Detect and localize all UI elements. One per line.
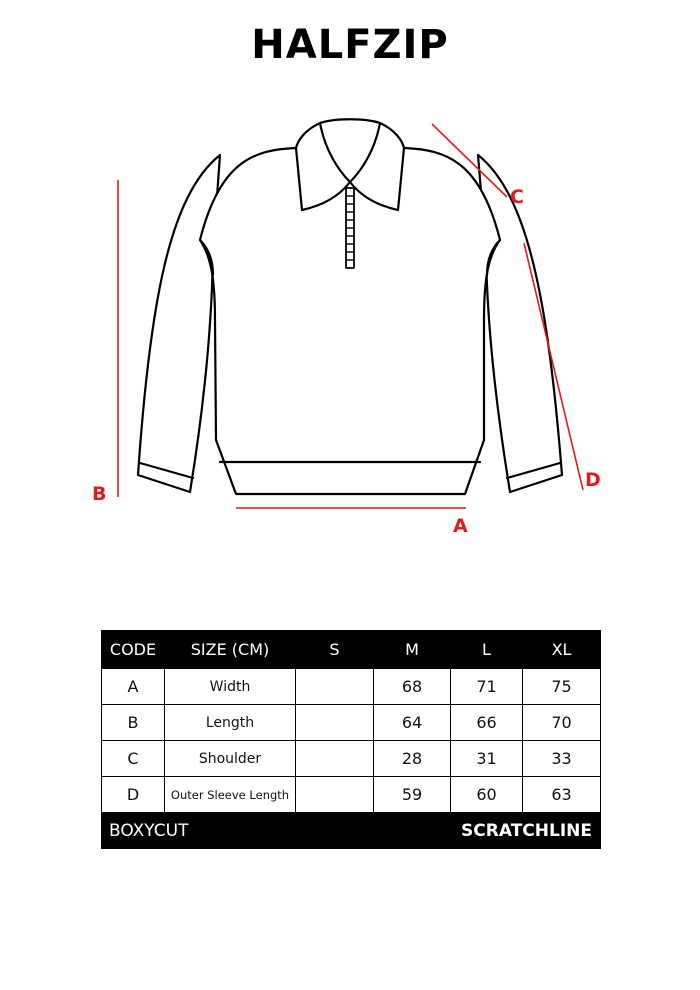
- header-m: M: [374, 631, 451, 669]
- row-m: 64: [374, 705, 451, 741]
- size-chart: [101, 630, 600, 849]
- row-m: 68: [374, 669, 451, 705]
- row-xl: 75: [523, 669, 601, 705]
- row-name: Outer Sleeve Length: [165, 777, 296, 813]
- dimension-label-a: A: [453, 515, 468, 537]
- row-l: 31: [451, 741, 523, 777]
- table-row: [102, 669, 601, 705]
- row-xl: 63: [523, 777, 601, 813]
- table-row: [102, 741, 601, 777]
- row-l: 60: [451, 777, 523, 813]
- dimension-label-c: C: [510, 186, 524, 208]
- row-name: Length: [165, 705, 296, 741]
- row-m: 59: [374, 777, 451, 813]
- row-s: [296, 777, 374, 813]
- header-size: SIZE (CM): [165, 631, 296, 669]
- row-name: Shoulder: [165, 741, 296, 777]
- row-code: A: [102, 669, 165, 705]
- dimension-label-b: B: [92, 483, 107, 505]
- table-row: [102, 705, 601, 741]
- left-sleeve-outline: [138, 155, 220, 492]
- row-xl: 70: [523, 705, 601, 741]
- row-name: Width: [165, 669, 296, 705]
- row-code: C: [102, 741, 165, 777]
- dimension-label-d: D: [585, 469, 601, 491]
- size-table: [101, 630, 601, 849]
- table-header-row: [102, 631, 601, 669]
- header-l: L: [451, 631, 523, 669]
- row-code: B: [102, 705, 165, 741]
- halfzip-sweater-illustration: [138, 119, 562, 494]
- row-s: [296, 705, 374, 741]
- row-xl: 33: [523, 741, 601, 777]
- row-s: [296, 741, 374, 777]
- header-s: S: [296, 631, 374, 669]
- header-xl: XL: [523, 631, 601, 669]
- row-l: 71: [451, 669, 523, 705]
- row-l: 66: [451, 705, 523, 741]
- footer-brand-label: SCRATCHLINE: [374, 813, 601, 849]
- table-footer-row: [102, 813, 601, 849]
- header-code: CODE: [102, 631, 165, 669]
- row-code: D: [102, 777, 165, 813]
- row-s: [296, 669, 374, 705]
- table-row: [102, 777, 601, 813]
- row-m: 28: [374, 741, 451, 777]
- footer-fit-label: BOXYCUT: [102, 813, 374, 849]
- product-title: HALFZIP: [251, 22, 449, 68]
